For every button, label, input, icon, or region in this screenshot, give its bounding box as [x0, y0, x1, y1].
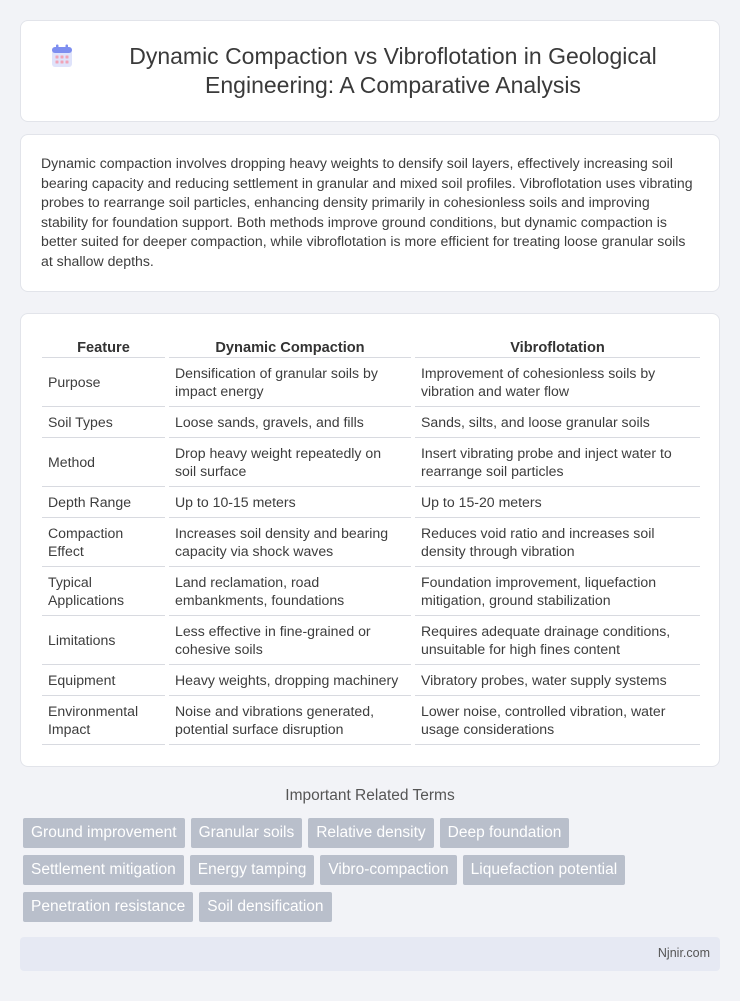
- dynamic-compaction-cell: Increases soil density and bearing capacity via shock waves: [169, 518, 411, 567]
- dynamic-compaction-cell: Up to 10-15 meters: [169, 487, 411, 518]
- feature-cell: Limitations: [42, 616, 165, 665]
- table-row: [42, 696, 700, 745]
- feature-cell: Equipment: [42, 665, 165, 696]
- table-row: [42, 438, 700, 487]
- feature-cell: Compaction Effect: [42, 518, 165, 567]
- related-term-tag[interactable]: Liquefaction potential: [463, 855, 626, 885]
- footer: [20, 937, 720, 971]
- dynamic-compaction-cell: Less effective in fine-grained or cohesive soils: [169, 616, 411, 665]
- footer-site-label[interactable]: Njnir.com: [657, 946, 710, 960]
- feature-cell: Environmental Impact: [42, 696, 165, 745]
- related-term-tag[interactable]: Penetration resistance: [23, 892, 193, 922]
- related-term-tag[interactable]: Vibro-compaction: [320, 855, 456, 885]
- intro-paragraph: Dynamic compaction involves dropping heavy weights to densify soil layers, effectively increasing soil bearing capacity and reducing settlement in granular and mixed soil profiles. Vibroflotation uses vibrating probes to rearrange soil particles, enhancing density primarily in cohesionless soils and improving stability for foundation support. Both methods improve ground conditions, but dynamic compaction is better suited for deeper compaction, while vibroflotation is more efficient for treating loose granular soils at shallow depths.: [41, 155, 693, 269]
- column-header-feature: Feature: [42, 334, 165, 358]
- comparison-table: [38, 334, 704, 745]
- vibroflotation-cell: Foundation improvement, liquefaction mitigation, ground stabilization: [415, 567, 700, 616]
- vibroflotation-cell: Insert vibrating probe and inject water to rearrange soil particles: [415, 438, 700, 487]
- column-header-dynamic-compaction: Dynamic Compaction: [169, 334, 411, 358]
- vibroflotation-cell: Improvement of cohesionless soils by vibration and water flow: [415, 358, 700, 407]
- dynamic-compaction-cell: Land reclamation, road embankments, foundations: [169, 567, 411, 616]
- vibroflotation-cell: Lower noise, controlled vibration, water usage considerations: [415, 696, 700, 745]
- related-term-tag[interactable]: Granular soils: [191, 818, 303, 848]
- dynamic-compaction-cell: Drop heavy weight repeatedly on soil surface: [169, 438, 411, 487]
- table-row: [42, 487, 700, 518]
- title-card: [20, 20, 720, 122]
- page-title: Dynamic Compaction vs Vibroflotation in Geological Engineering: A Comparative Analysis: [129, 43, 657, 98]
- feature-cell: Soil Types: [42, 407, 165, 438]
- related-term-tag[interactable]: Soil densification: [199, 892, 331, 922]
- feature-cell: Depth Range: [42, 487, 165, 518]
- calendar-grid-icon: [51, 44, 73, 68]
- table-row: [42, 665, 700, 696]
- related-term-tag[interactable]: Deep foundation: [440, 818, 570, 848]
- feature-cell: Typical Applications: [42, 567, 165, 616]
- feature-cell: Purpose: [42, 358, 165, 407]
- intro-card: [20, 134, 720, 292]
- vibroflotation-cell: Sands, silts, and loose granular soils: [415, 407, 700, 438]
- table-row: [42, 518, 700, 567]
- related-term-tag[interactable]: Settlement mitigation: [23, 855, 184, 885]
- vibroflotation-cell: Up to 15-20 meters: [415, 487, 700, 518]
- dynamic-compaction-cell: Loose sands, gravels, and fills: [169, 407, 411, 438]
- vibroflotation-cell: Vibratory probes, water supply systems: [415, 665, 700, 696]
- feature-cell: Method: [42, 438, 165, 487]
- vibroflotation-cell: Reduces void ratio and increases soil density through vibration: [415, 518, 700, 567]
- dynamic-compaction-cell: Densification of granular soils by impact energy: [169, 358, 411, 407]
- vibroflotation-cell: Requires adequate drainage conditions, unsuitable for high fines content: [415, 616, 700, 665]
- related-term-tag[interactable]: Ground improvement: [23, 818, 185, 848]
- related-term-tag[interactable]: Energy tamping: [190, 855, 315, 885]
- table-row: [42, 358, 700, 407]
- related-terms-title: Important Related Terms: [285, 787, 455, 804]
- column-header-vibroflotation: Vibroflotation: [415, 334, 700, 358]
- table-row: [42, 616, 700, 665]
- related-term-tag[interactable]: Relative density: [308, 818, 433, 848]
- table-row: [42, 407, 700, 438]
- comparison-table-card: [20, 313, 720, 767]
- dynamic-compaction-cell: Heavy weights, dropping machinery: [169, 665, 411, 696]
- table-row: [42, 567, 700, 616]
- dynamic-compaction-cell: Noise and vibrations generated, potential surface disruption: [169, 696, 411, 745]
- related-terms-tags: [23, 818, 723, 922]
